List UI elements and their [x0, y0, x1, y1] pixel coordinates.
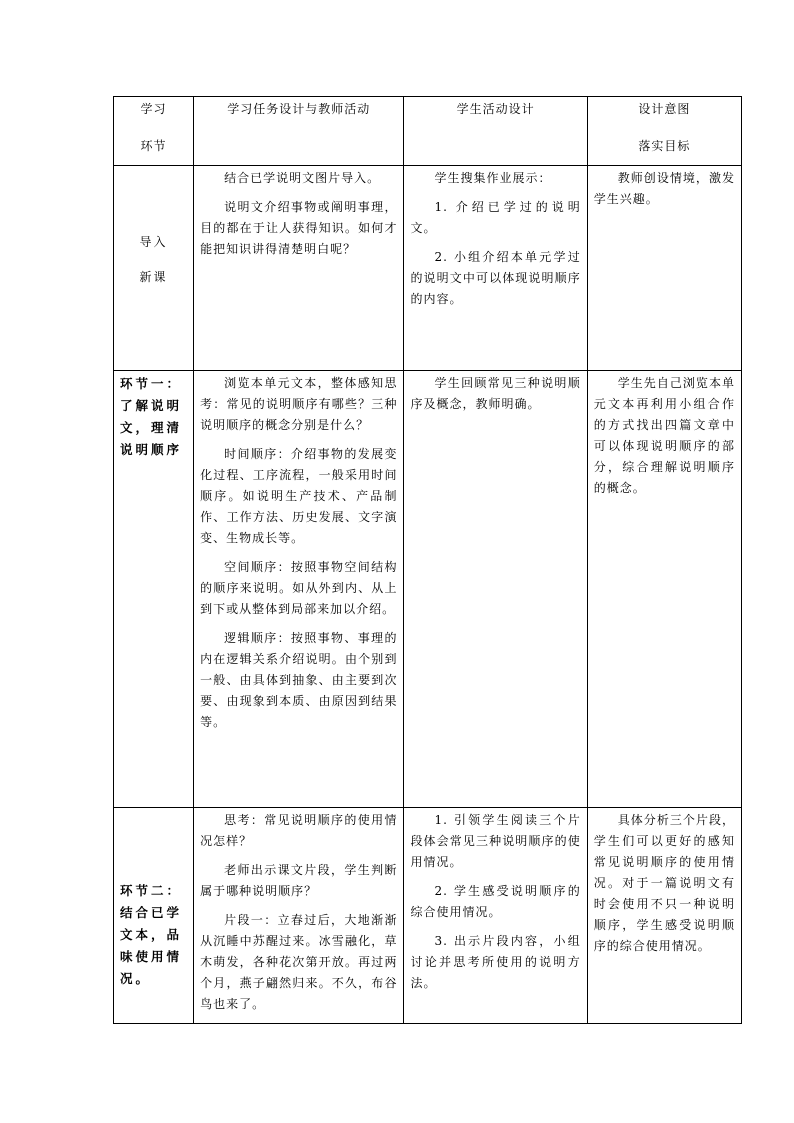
student-paragraph: 1. 引领学生阅读三个片段体会常见三种说明顺序的使用情况。: [410, 813, 581, 869]
header-intent-line2: 落实目标: [638, 139, 691, 153]
table-header-row: [114, 97, 742, 166]
stage-cell-section-2: [114, 808, 194, 1024]
table-row-intro: [114, 166, 742, 371]
teacher-cell-section-1: [194, 371, 404, 808]
student-paragraph: 2. 小组介绍本单元学过的说明文中可以体现说明顺序的内容。: [410, 250, 581, 306]
table-row-section-1: [114, 371, 742, 808]
stage-cell-section-1: [114, 371, 194, 808]
intent-cell-intro: [587, 166, 741, 371]
teacher-paragraph: 说明文介绍事物或阐明事理，目的都在于让人获得知识。如何才能把知识讲得清楚明白呢？: [200, 200, 398, 256]
teacher-paragraph: 思考：常见说明顺序的使用情况怎样？: [200, 813, 398, 848]
intent-cell-section-1: [587, 371, 741, 808]
teacher-paragraph: 片段一：立春过后，大地渐渐从沉睡中苏醒过来。冰雪融化，草木萌发，各种花次第开放。再过两个月，燕子翩然归来。不久，布谷鸟也来了。: [200, 913, 398, 1011]
student-paragraph: 3. 出示片段内容，小组讨论并思考所使用的说明方法。: [410, 934, 581, 990]
intent-cell-section-2: [587, 808, 741, 1024]
student-paragraph: 1. 介绍已学过的说明文。: [410, 200, 581, 235]
lesson-plan-table: [113, 96, 742, 1024]
header-teacher-cell: [194, 97, 404, 166]
stage-section-2-label: 环节二：结合已学文本，品味使用情况。: [120, 883, 183, 986]
teacher-paragraph: 时间顺序：介绍事物的发展变化过程、工序流程，一般采用时间顺序。如说明生产技术、产品制作、工作方法、历史发展、文字演变、生物成长等。: [200, 447, 398, 545]
stage-intro-line2: 新课: [139, 270, 168, 284]
intent-paragraph: 学生先自己浏览本单元文本再利用小组合作的方式找出四篇文章中可以体现说明顺序的部分，综合理解说明顺序的概念。: [593, 376, 735, 495]
teacher-cell-intro: [194, 166, 404, 371]
teacher-paragraph: 逻辑顺序：按照事物、事理的内在逻辑关系介绍说明。由个别到一般、由具体到抽象、由主要到次要、由现象到本质、由原因到结果等。: [200, 631, 398, 729]
student-cell-section-1: [404, 371, 587, 808]
header-stage-cell: [114, 97, 194, 166]
stage-intro-line1: 导入: [139, 235, 168, 249]
student-paragraph: 2. 学生感受说明顺序的综合使用情况。: [410, 884, 581, 919]
header-student-label: 学生活动设计: [456, 102, 535, 116]
header-stage-line2: 环节: [140, 139, 167, 153]
student-cell-intro: [404, 166, 587, 371]
intent-paragraph: 具体分析三个片段，学生们可以更好的感知常见说明顺序的使用情况。对于一篇说明文有时会使用不只一种说明顺序，学生感受说明顺序的综合使用情况。: [593, 813, 735, 953]
header-student-cell: [404, 97, 587, 166]
intent-paragraph: 教师创设情境，激发学生兴趣。: [593, 171, 735, 206]
teacher-cell-section-2: [194, 808, 404, 1024]
teacher-paragraph: 空间顺序：按照事物空间结构的顺序来说明。如从外到内、从上到下或从整体到局部来加以介绍。: [200, 560, 398, 616]
header-teacher-label: 学习任务设计与教师活动: [227, 102, 371, 116]
header-stage-line1: 学习: [140, 102, 167, 116]
stage-cell-intro: [114, 166, 194, 371]
header-intent-line1: 设计意图: [638, 102, 691, 116]
teacher-paragraph: 老师出示课文片段，学生判断属于哪种说明顺序？: [200, 863, 398, 898]
student-paragraph: 学生回顾常见三种说明顺序及概念，教师明确。: [410, 376, 581, 411]
table-row-section-2: [114, 808, 742, 1024]
student-cell-section-2: [404, 808, 587, 1024]
student-paragraph: 学生搜集作业展示：: [434, 171, 552, 185]
teacher-paragraph: 浏览本单元文本，整体感知思考：常见的说明顺序有哪些？三种说明顺序的概念分别是什么？: [200, 376, 398, 432]
stage-section-1-label: 环节一：了解说明文，理清说明顺序: [120, 376, 183, 457]
teacher-paragraph: 结合已学说明文图片导入。: [224, 171, 381, 185]
header-intent-cell: [587, 97, 741, 166]
